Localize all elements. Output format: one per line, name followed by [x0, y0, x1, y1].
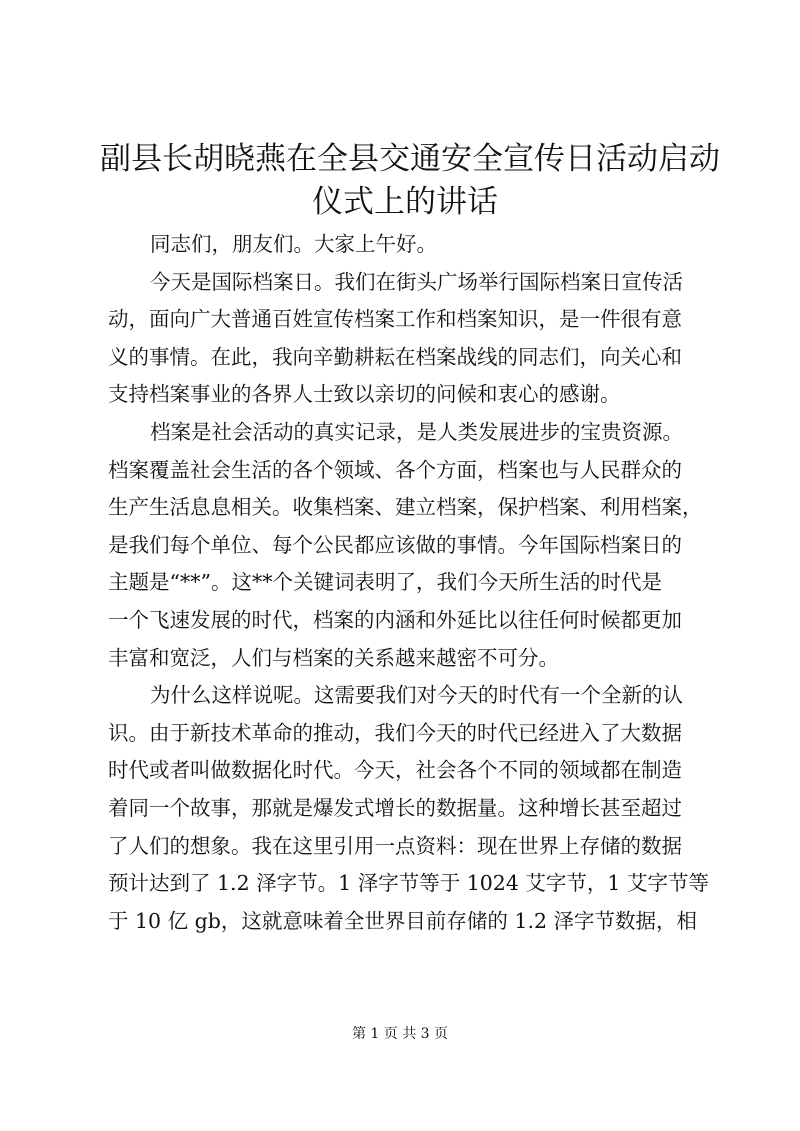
title-line-2: 仪式上的讲话	[312, 184, 498, 220]
document-body	[108, 226, 728, 940]
paragraph-line: 于 10 亿 gb，这就意味着全世界目前存储的 1.2 泽字节数据，相	[108, 908, 698, 933]
paragraph-line: 着同一个故事，那就是爆发式增长的数据量。这种增长甚至超过	[108, 795, 682, 820]
paragraph-line: 动，面向广大普通百姓宣传档案工作和档案知识，是一件很有意	[108, 307, 682, 332]
paragraph-line: 为什么这样说呢。这需要我们对今天的时代有一个全新的认	[150, 683, 683, 708]
document-title	[100, 138, 720, 224]
paragraph-line: 预计达到了 1.2 泽字节。1 泽字节等于 1024 艾字节，1 艾字节等	[108, 871, 709, 896]
paragraph-line: 同志们，朋友们。大家上午好。	[150, 232, 437, 256]
paragraph-line: 了人们的想象。我在这里引用一点资料：现在世界上存储的数据	[108, 833, 682, 858]
paragraph-line: 时代或者叫做数据化时代。今天，社会各个不同的领域都在制造	[108, 758, 682, 783]
paragraph-line: 档案是社会活动的真实记录，是人类发展进步的宝贵资源。	[150, 419, 683, 444]
paragraph-line: 丰富和宽泛，人们与档案的关系越来越密不可分。	[108, 645, 559, 670]
paragraph-line: 档案覆盖社会生活的各个领域、各个方面，档案也与人民群众的	[108, 457, 682, 482]
paragraph-line: 主题是“**”。这**个关键词表明了，我们今天所生活的时代是	[108, 570, 662, 595]
paragraph-line: 支持档案事业的各界人士致以亲切的问候和衷心的感谢。	[108, 382, 621, 407]
paragraph-line: 生产生活息息相关。收集档案、建立档案，保护档案、利用档案，	[108, 495, 703, 520]
title-line-1: 副县长胡晓燕在全县交通安全宣传日活动启动	[100, 141, 720, 177]
paragraph-line: 识。由于新技术革命的推动，我们今天的时代已经进入了大数据	[108, 720, 682, 745]
page-footer: 第 1 页 共 3 页	[351, 1026, 449, 1042]
paragraph-line: 是我们每个单位、每个公民都应该做的事情。今年国际档案日的	[108, 532, 682, 557]
paragraph-line: 今天是国际档案日。我们在街头广场举行国际档案日宣传活	[150, 269, 683, 294]
paragraph-line: 一个飞速发展的时代，档案的内涵和外延比以往任何时候都更加	[108, 607, 682, 632]
paragraph-line: 义的事情。在此，我向辛勤耕耘在档案战线的同志们，向关心和	[108, 344, 682, 369]
